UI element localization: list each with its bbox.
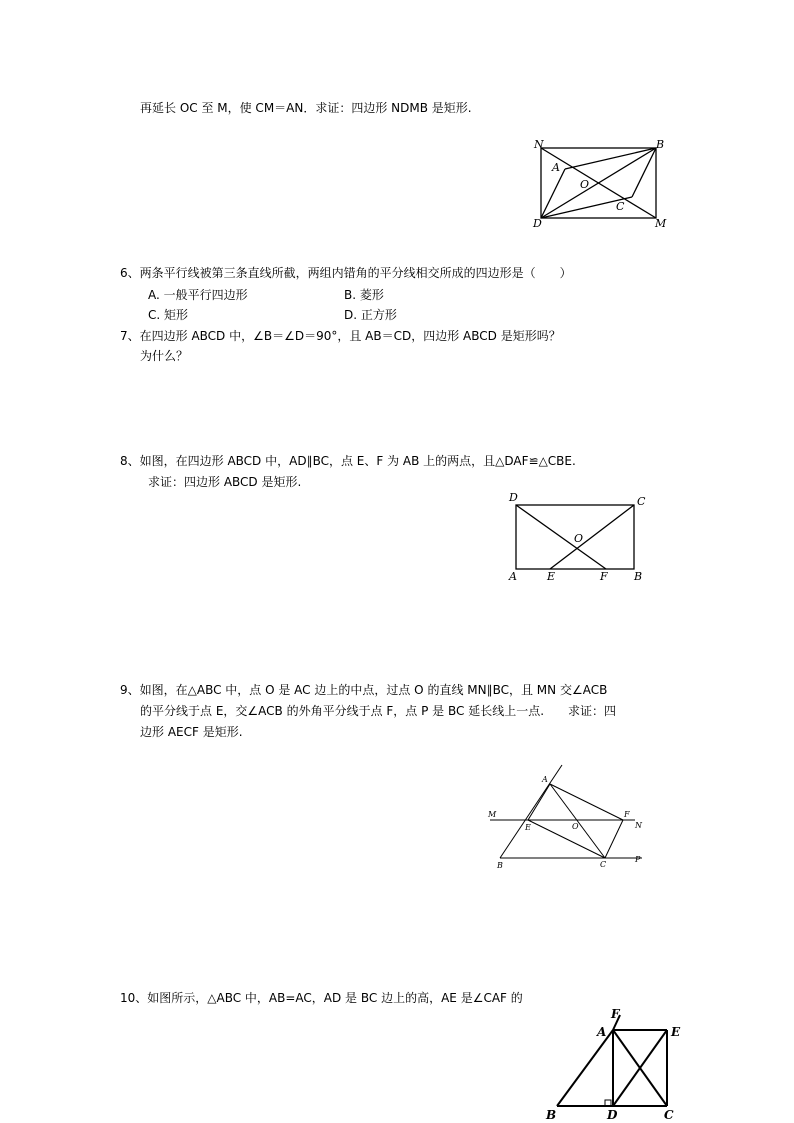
label-c: C — [664, 1108, 674, 1122]
label-n: N — [635, 821, 642, 830]
label-b: B — [634, 570, 643, 583]
label-f: F — [624, 810, 630, 819]
label-o: O — [580, 178, 590, 191]
label-a: A — [597, 1025, 607, 1039]
label-c: C — [637, 495, 646, 508]
label-c: C — [616, 200, 625, 213]
q5-continuation: 再延长 OC 至 M，使 CM＝AN．求证：四边形 NDMB 是矩形. — [140, 101, 472, 115]
figure-ndmb — [525, 135, 675, 230]
label-b: B — [656, 138, 665, 151]
label-e: E — [547, 570, 556, 583]
q6-option-b: B. 菱形 — [344, 288, 384, 302]
label-o: O — [574, 532, 584, 545]
label-f: F — [600, 570, 608, 583]
q9-line1: 9、如图，在△ABC 中，点 O 是 AC 边上的中点，过点 O 的直线 MN∥BC，且 MN 交∠ACB — [120, 683, 608, 697]
q8-line2: 求证：四边形 ABCD 是矩形. — [148, 475, 302, 489]
label-e: E — [525, 823, 531, 832]
label-n: N — [534, 138, 544, 151]
label-d: D — [607, 1108, 618, 1122]
label-p: P — [635, 855, 641, 864]
q10-line1: 10、如图所示，△ABC 中，AB=AC，AD 是 BC 边上的高，AE 是∠CAF 的 — [120, 991, 523, 1005]
q6-stem: 6、两条平行线被第三条直线所截，两组内错角的平分线相交所成的四边形是（ ） — [120, 266, 572, 280]
label-e: E — [671, 1025, 681, 1039]
figure-adce — [540, 1005, 690, 1123]
q6-option-d: D. 正方形 — [344, 308, 397, 322]
label-a: A — [509, 570, 517, 583]
label-c: C — [600, 860, 607, 869]
label-f: F — [611, 1007, 620, 1021]
label-b: B — [497, 861, 503, 870]
q6-option-a: A. 一般平行四边形 — [148, 288, 248, 302]
label-m: M — [488, 810, 497, 819]
label-b: B — [546, 1108, 557, 1122]
figure-abcd — [505, 487, 655, 587]
label-o: O — [572, 822, 579, 831]
label-a: A — [552, 161, 560, 174]
q7-line2: 为什么？ — [140, 349, 189, 363]
label-a: A — [542, 775, 548, 784]
label-d: D — [533, 217, 542, 230]
q9-line2: 的平分线于点 E，交∠ACB 的外角平分线于点 F，点 P 是 BC 延长线上一点. 求证：四 — [140, 704, 617, 718]
label-m: M — [655, 217, 667, 230]
q7-line1: 7、在四边形 ABCD 中，∠B＝∠D＝90°，且 AB＝CD，四边形 ABCD 是矩形吗？ — [120, 329, 561, 343]
figure-aecf — [480, 760, 650, 875]
q8-line1: 8、如图，在四边形 ABCD 中，AD∥BC，点 E、F 为 AB 上的两点，且△DAF≌△CBE. — [120, 454, 576, 468]
q9-line3: 边形 AECF 是矩形. — [140, 725, 243, 739]
label-d: D — [509, 491, 518, 504]
q6-option-c: C. 矩形 — [148, 308, 189, 322]
